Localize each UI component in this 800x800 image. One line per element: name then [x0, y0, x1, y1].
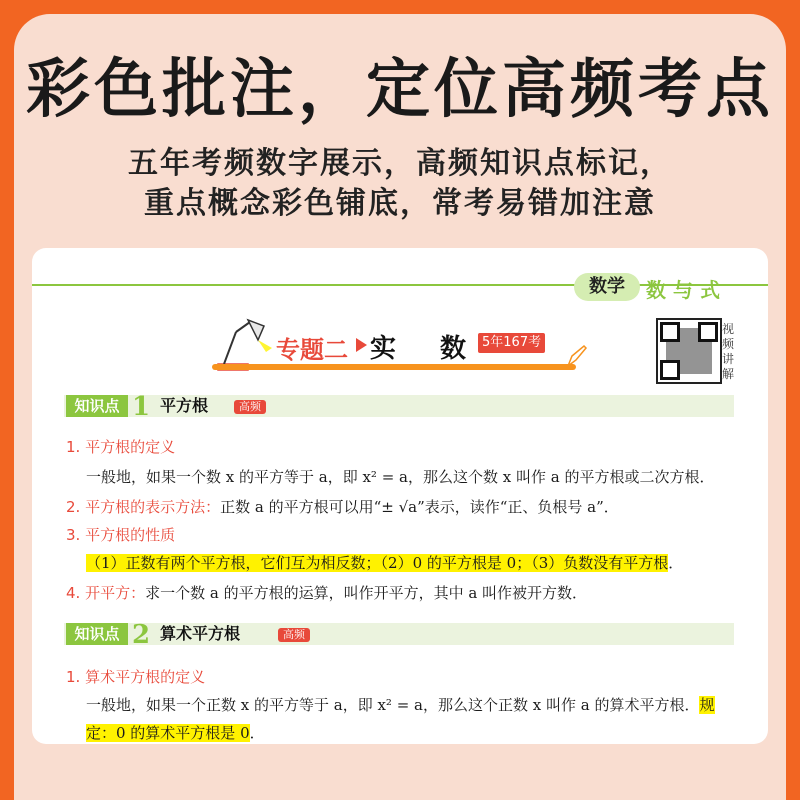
- knowledge-point-label: 知识点: [66, 395, 128, 417]
- headline: 彩色批注，定位高频考点: [26, 53, 774, 127]
- highlight-text: 规: [699, 696, 715, 714]
- kp1-item2-text: 正数 a 的平方根可以用“± √a”表示，读作“正、负根号 a”．: [220, 498, 619, 516]
- pen-icon: [564, 344, 588, 368]
- arrow-right-icon: [356, 338, 367, 352]
- qr-finder: [660, 360, 680, 380]
- subtitle-line-1: 五年考频数字展示，高频知识点标记，: [128, 146, 672, 181]
- knowledge-point-number: 2: [132, 620, 151, 650]
- high-frequency-badge: 高频: [234, 400, 266, 414]
- kp1-item2-line: [66, 496, 619, 517]
- topic-number: 专题二: [276, 336, 348, 364]
- qr-code[interactable]: [656, 318, 722, 384]
- sentence-end: ．: [249, 724, 265, 742]
- highlight-text: （3）负数没有平方根: [531, 554, 669, 572]
- kp1-item1-text: 一般地，如果一个数 x 的平方等于 a，即 x² = a，那么这个数 x 叫作 a 的平方根或二次方根．: [86, 468, 715, 486]
- qr-finder: [660, 322, 680, 342]
- high-frequency-badge: 高频: [278, 628, 310, 642]
- knowledge-point-title: 算术平方根: [160, 624, 241, 643]
- kp2-item1-continuation: [86, 722, 265, 743]
- knowledge-point-title: 平方根: [160, 396, 209, 415]
- subject-badge: 数学: [574, 273, 640, 301]
- book-page: [32, 248, 768, 744]
- kp2-item1-heading: 1. 算术平方根的定义: [66, 668, 206, 686]
- sentence-end: ．: [668, 554, 684, 572]
- highlight-text: 定：0 的算术平方根是 0: [86, 724, 250, 742]
- highlight-text: （1）正数有两个平方根，它们互为相反数；: [86, 554, 381, 572]
- kp2-item1-line: [86, 694, 715, 715]
- section-name: 数与式: [646, 278, 727, 302]
- highlight-text: （2）0 的平方根是 0；: [380, 554, 532, 572]
- knowledge-point-number: 1: [132, 392, 151, 422]
- kp1-item2-heading: 2. 平方根的表示方法：: [66, 498, 221, 516]
- kp1-item3-line: [86, 552, 683, 573]
- kp1-item3-heading: 3. 平方根的性质: [66, 526, 176, 544]
- exam-frequency-tag: 5年167考: [478, 333, 545, 353]
- video-lecture-label: 视频讲解: [722, 322, 735, 381]
- kp2-item1-text: 一般地，如果一个正数 x 的平方等于 a，即 x² = a，那么这个正数 x 叫作 a 的算术平方根．: [86, 696, 700, 714]
- kp1-item1-heading: 1. 平方根的定义: [66, 438, 176, 456]
- kp1-item4-text: 求一个数 a 的平方根的运算，叫作开平方，其中 a 叫作被开方数．: [145, 584, 588, 602]
- kp1-item4-line: [66, 582, 587, 603]
- knowledge-point-label: 知识点: [66, 623, 128, 645]
- subtitle-line-2: 重点概念彩色铺底，常考易错加注意: [144, 186, 656, 221]
- kp1-item4-heading: 4. 开平方：: [66, 584, 146, 602]
- topic-name-second: 数: [440, 334, 467, 364]
- topic-name-first: 实: [370, 334, 397, 364]
- qr-finder: [698, 322, 718, 342]
